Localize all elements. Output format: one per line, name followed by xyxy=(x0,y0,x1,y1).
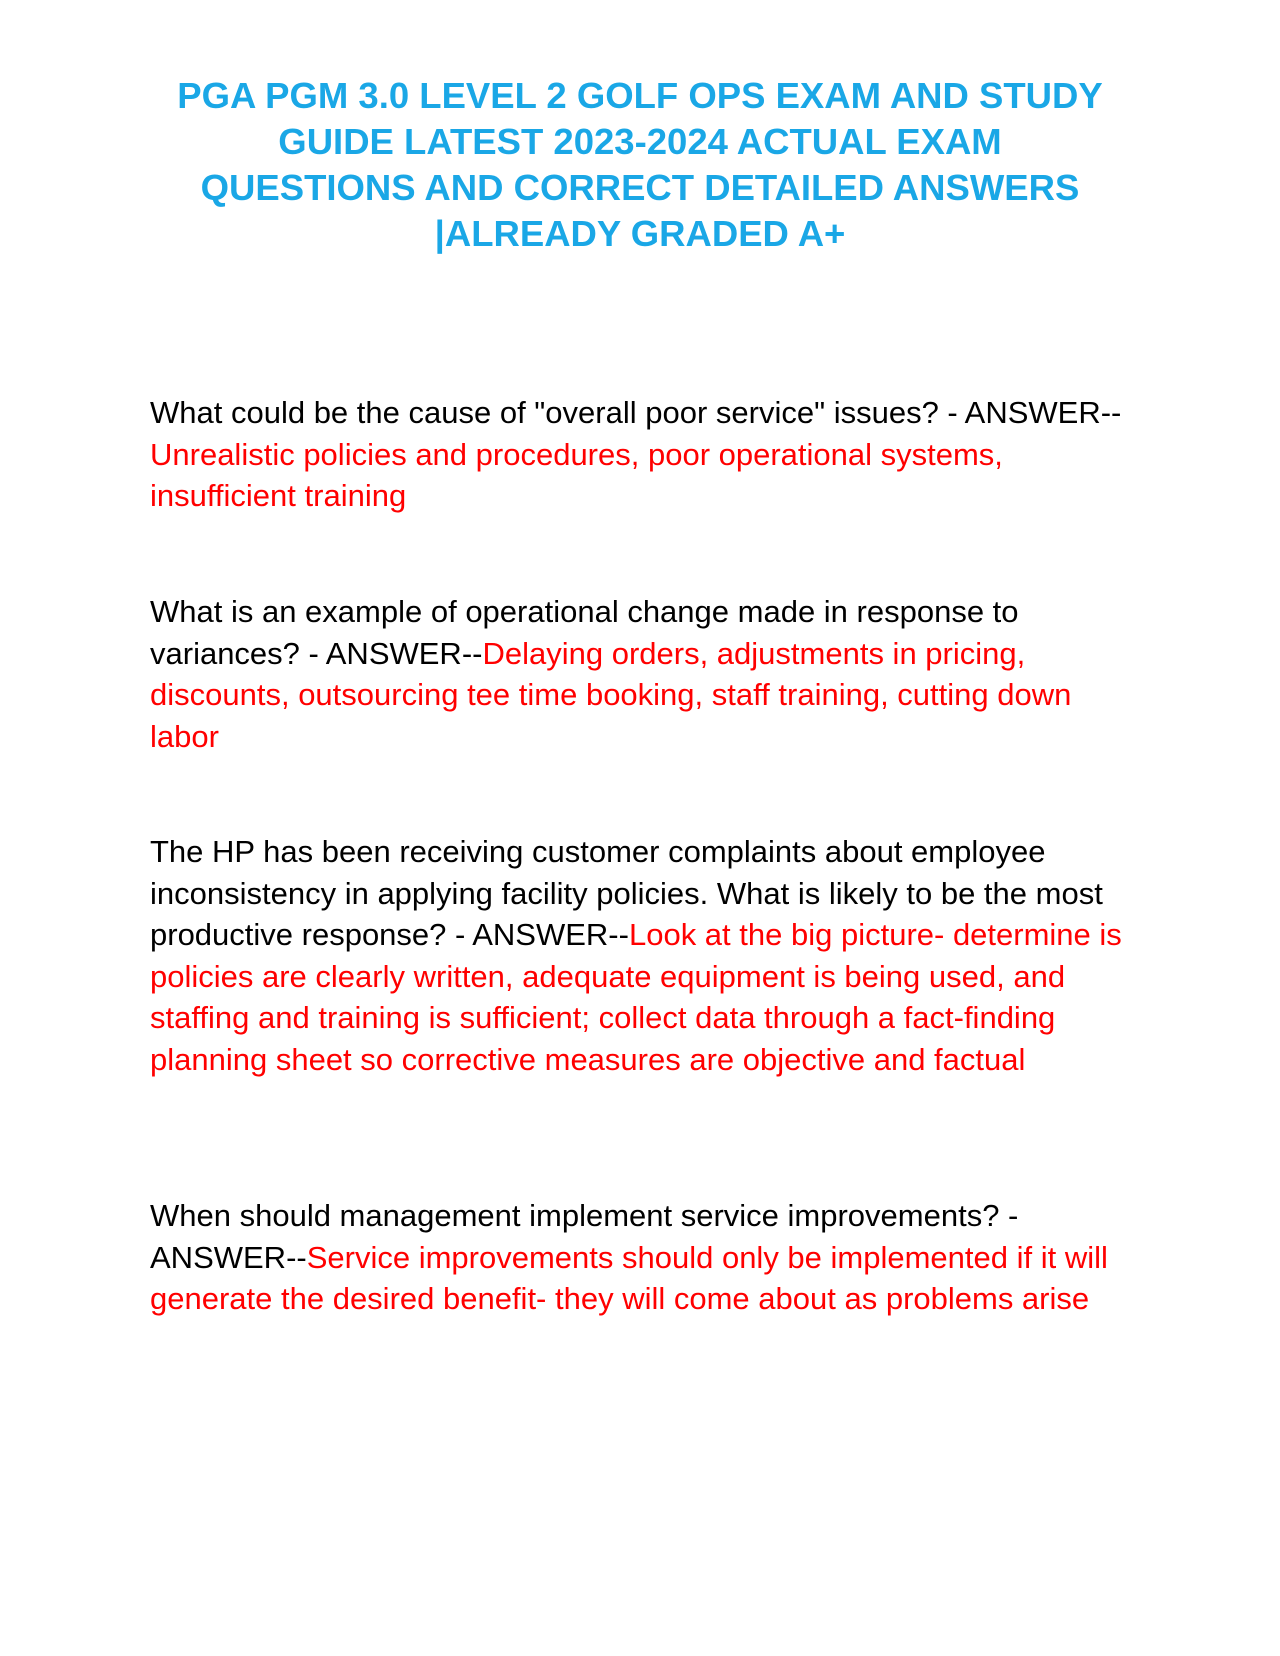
qa-item xyxy=(150,1195,1140,1320)
qa-item xyxy=(150,591,1140,757)
answer-text: Look at the big picture- determine is policies are clearly written, adequate equipment is being used, and staffing and training is sufficient; collect data through a fact-finding planning sheet so corrective measures are objective and factual xyxy=(150,917,1122,1077)
question-text: What is an example of operational change made in response to variances? - ANSWER-- xyxy=(150,594,1019,671)
title-line-1: PGA PGM 3.0 LEVEL 2 GOLF OPS EXAM AND STUDY xyxy=(177,75,1103,116)
title-line-4: |ALREADY GRADED A+ xyxy=(434,213,846,254)
answer-text: Service improvements should only be implemented if it will generate the desired benefit- they will come about as problems arise xyxy=(150,1239,1108,1316)
qa-item xyxy=(150,392,1140,517)
answer-text: Unrealistic policies and procedures, poor operational systems, insufficient training xyxy=(150,436,1003,513)
question-text: The HP has been receiving customer complaints about employee inconsistency in applying facility policies. What is likely to be the most productive response? - ANSWER-- xyxy=(150,834,1103,952)
title-line-2: GUIDE LATEST 2023-2024 ACTUAL EXAM xyxy=(278,121,1002,162)
question-text: What could be the cause of "overall poor service" issues? - ANSWER-- xyxy=(150,395,1122,430)
title-line-3: QUESTIONS AND CORRECT DETAILED ANSWERS xyxy=(200,167,1080,208)
answer-text: Delaying orders, adjustments in pricing, discounts, outsourcing tee time booking, staff training, cutting down labor xyxy=(150,635,1072,754)
question-text: When should management implement service improvements? - ANSWER-- xyxy=(150,1198,1019,1275)
document-title xyxy=(140,73,1140,257)
qa-item xyxy=(150,831,1140,1080)
